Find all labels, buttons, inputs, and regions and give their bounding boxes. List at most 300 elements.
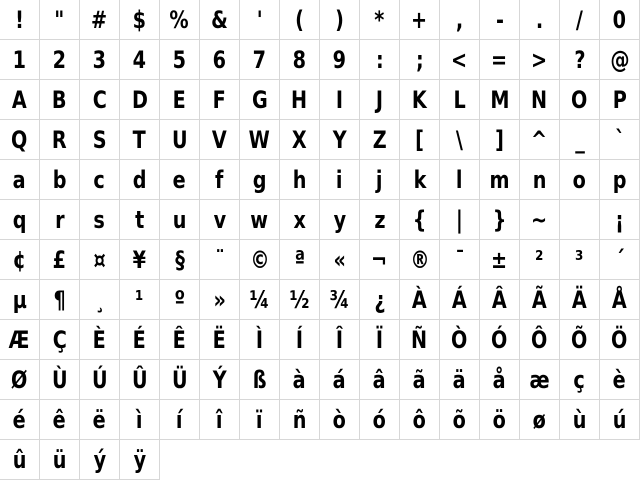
glyph: ¡: [615, 206, 624, 234]
glyph-cell[interactable]: [40, 0, 80, 40]
glyph-cell[interactable]: [520, 40, 560, 80]
glyph-cell[interactable]: [280, 400, 320, 440]
glyph-cell[interactable]: [240, 0, 280, 40]
glyph-cell[interactable]: [0, 400, 40, 440]
glyph-cell[interactable]: [600, 0, 640, 40]
glyph: ²: [535, 246, 544, 274]
glyph-cell[interactable]: [560, 360, 600, 400]
glyph: Â: [492, 286, 507, 314]
glyph-cell[interactable]: [200, 400, 240, 440]
glyph-cell[interactable]: [400, 320, 440, 360]
glyph-cell[interactable]: [240, 240, 280, 280]
glyph-cell[interactable]: [240, 80, 280, 120]
glyph-cell[interactable]: [400, 360, 440, 400]
glyph: é: [12, 406, 27, 434]
glyph: 9: [332, 46, 347, 74]
glyph-cell[interactable]: [160, 120, 200, 160]
glyph-cell[interactable]: [160, 0, 200, 40]
glyph-cell[interactable]: [560, 0, 600, 40]
glyph-cell[interactable]: [480, 40, 520, 80]
glyph-cell[interactable]: [120, 200, 160, 240]
glyph: ù: [572, 406, 587, 434]
glyph: h: [292, 166, 307, 194]
glyph: E: [172, 86, 187, 114]
glyph-cell[interactable]: [560, 240, 600, 280]
glyph: 5: [172, 46, 187, 74]
glyph-cell[interactable]: [40, 440, 80, 480]
glyph-cell[interactable]: [360, 120, 400, 160]
glyph: ¤: [93, 246, 106, 274]
glyph-cell[interactable]: [480, 120, 520, 160]
glyph-cell[interactable]: [360, 40, 400, 80]
glyph: ½: [289, 286, 310, 314]
glyph: ¾: [329, 286, 350, 314]
glyph-cell[interactable]: [520, 80, 560, 120]
glyph-cell[interactable]: [520, 200, 560, 240]
glyph-cell[interactable]: [400, 400, 440, 440]
glyph: A: [12, 86, 27, 114]
glyph-cell[interactable]: [120, 40, 160, 80]
glyph-cell[interactable]: [360, 360, 400, 400]
glyph-cell[interactable]: [200, 40, 240, 80]
glyph-cell[interactable]: [600, 320, 640, 360]
glyph: ª: [294, 246, 305, 274]
glyph-cell[interactable]: [560, 400, 600, 440]
glyph-cell[interactable]: [360, 320, 400, 360]
glyph-cell[interactable]: [80, 320, 120, 360]
glyph-cell[interactable]: [600, 40, 640, 80]
glyph: [: [415, 126, 424, 154]
glyph-cell[interactable]: [600, 120, 640, 160]
glyph-cell[interactable]: [520, 0, 560, 40]
glyph: <: [451, 46, 468, 74]
glyph: k: [413, 166, 426, 194]
glyph-cell[interactable]: [80, 400, 120, 440]
glyph-cell[interactable]: [120, 240, 160, 280]
glyph-cell[interactable]: [0, 360, 40, 400]
glyph: j: [376, 166, 383, 194]
glyph: ;: [415, 46, 424, 74]
glyph-cell[interactable]: [0, 80, 40, 120]
glyph-cell[interactable]: [200, 0, 240, 40]
glyph: g: [252, 166, 267, 194]
glyph: ': [256, 6, 263, 34]
glyph-cell[interactable]: [160, 400, 200, 440]
glyph-cell[interactable]: [360, 200, 400, 240]
glyph-cell[interactable]: [120, 400, 160, 440]
glyph-cell[interactable]: [320, 40, 360, 80]
glyph: 4: [132, 46, 147, 74]
glyph-cell[interactable]: [480, 80, 520, 120]
glyph-cell[interactable]: [200, 320, 240, 360]
glyph-cell[interactable]: [80, 120, 120, 160]
glyph-cell[interactable]: [520, 280, 560, 320]
glyph: 0: [612, 6, 627, 34]
glyph: á: [333, 366, 346, 394]
glyph: 2: [52, 46, 67, 74]
glyph: ï: [256, 406, 263, 434]
glyph: Ù: [51, 366, 68, 394]
glyph-cell[interactable]: [320, 200, 360, 240]
glyph-cell[interactable]: [480, 0, 520, 40]
glyph: #: [91, 6, 108, 34]
glyph: ¹: [135, 286, 144, 314]
glyph: S: [92, 126, 107, 154]
glyph-cell[interactable]: [80, 360, 120, 400]
glyph: º: [174, 286, 185, 314]
glyph-cell[interactable]: [40, 40, 80, 80]
glyph: T: [132, 126, 147, 154]
glyph: :: [375, 46, 384, 74]
glyph: =: [491, 46, 508, 74]
glyph-cell[interactable]: [120, 120, 160, 160]
glyph: v: [213, 206, 226, 234]
glyph-cell[interactable]: [440, 240, 480, 280]
glyph-cell[interactable]: [440, 160, 480, 200]
glyph-cell[interactable]: [440, 400, 480, 440]
glyph-cell[interactable]: [520, 360, 560, 400]
glyph-cell[interactable]: [280, 360, 320, 400]
glyph-cell[interactable]: [320, 360, 360, 400]
glyph-cell[interactable]: [320, 80, 360, 120]
glyph: ¬: [371, 246, 388, 274]
glyph: D: [131, 86, 148, 114]
glyph-cell[interactable]: [440, 0, 480, 40]
glyph: µ: [12, 286, 27, 314]
glyph-cell[interactable]: [0, 320, 40, 360]
glyph: Î: [335, 326, 344, 354]
glyph-cell[interactable]: [320, 160, 360, 200]
glyph-cell[interactable]: [400, 160, 440, 200]
glyph: Ì: [255, 326, 264, 354]
glyph-cell[interactable]: [560, 280, 600, 320]
glyph: d: [132, 166, 147, 194]
glyph-cell[interactable]: [0, 120, 40, 160]
glyph-cell[interactable]: [560, 40, 600, 80]
glyph-cell[interactable]: [200, 240, 240, 280]
glyph-cell[interactable]: [120, 280, 160, 320]
glyph: V: [212, 126, 227, 154]
glyph: O: [571, 86, 588, 114]
glyph-cell[interactable]: [200, 360, 240, 400]
glyph: \: [455, 126, 463, 154]
glyph-cell[interactable]: [280, 80, 320, 120]
glyph: {: [412, 206, 427, 234]
glyph-cell[interactable]: [80, 240, 120, 280]
glyph-cell[interactable]: [0, 200, 40, 240]
glyph-cell[interactable]: [240, 200, 280, 240]
glyph: 7: [252, 46, 267, 74]
glyph-cell[interactable]: [400, 280, 440, 320]
glyph-cell[interactable]: [280, 120, 320, 160]
glyph-cell[interactable]: [360, 240, 400, 280]
glyph: ]: [495, 126, 504, 154]
glyph-cell[interactable]: [40, 160, 80, 200]
glyph-cell[interactable]: [80, 40, 120, 80]
glyph-cell[interactable]: [200, 200, 240, 240]
glyph: ê: [52, 406, 67, 434]
glyph: î: [216, 406, 223, 434]
glyph-cell[interactable]: [520, 320, 560, 360]
glyph: ©: [249, 246, 270, 274]
glyph-cell[interactable]: [80, 160, 120, 200]
glyph-cell[interactable]: [360, 400, 400, 440]
glyph: ³: [575, 246, 584, 274]
glyph-cell[interactable]: [120, 80, 160, 120]
glyph: ë: [92, 406, 107, 434]
glyph: Û: [131, 366, 148, 394]
glyph-cell[interactable]: [120, 320, 160, 360]
glyph: X: [292, 126, 307, 154]
glyph: «: [333, 246, 346, 274]
glyph: w: [250, 206, 269, 234]
glyph-cell[interactable]: [160, 160, 200, 200]
glyph-cell[interactable]: [240, 360, 280, 400]
glyph-cell[interactable]: [560, 320, 600, 360]
glyph-cell[interactable]: [0, 280, 40, 320]
glyph-cell[interactable]: [160, 40, 200, 80]
glyph-cell[interactable]: [40, 320, 80, 360]
glyph-cell[interactable]: [360, 280, 400, 320]
glyph-cell[interactable]: [160, 200, 200, 240]
glyph: ±: [491, 246, 508, 274]
glyph: Ý: [212, 366, 227, 394]
glyph: R: [52, 126, 67, 154]
glyph-cell[interactable]: [280, 240, 320, 280]
glyph-cell[interactable]: [240, 280, 280, 320]
glyph-cell[interactable]: [80, 200, 120, 240]
glyph-cell[interactable]: [360, 80, 400, 120]
glyph-cell[interactable]: [0, 240, 40, 280]
glyph-cell[interactable]: [400, 80, 440, 120]
empty-cell: [160, 440, 200, 480]
glyph-cell[interactable]: [240, 160, 280, 200]
glyph-cell[interactable]: [0, 0, 40, 40]
glyph: ¥: [132, 246, 147, 274]
glyph-cell[interactable]: [80, 80, 120, 120]
glyph: Ñ: [411, 326, 428, 354]
glyph-cell[interactable]: [160, 320, 200, 360]
glyph: B: [52, 86, 67, 114]
glyph-cell[interactable]: [520, 400, 560, 440]
glyph: Ï: [375, 326, 384, 354]
glyph: ¯: [454, 246, 465, 274]
glyph-cell[interactable]: [40, 80, 80, 120]
glyph-cell[interactable]: [120, 360, 160, 400]
glyph: `: [614, 126, 625, 154]
glyph: G: [251, 86, 268, 114]
glyph-cell[interactable]: [120, 0, 160, 40]
glyph-cell[interactable]: [560, 80, 600, 120]
glyph: â: [373, 366, 386, 394]
glyph-cell[interactable]: [40, 120, 80, 160]
glyph: Ô: [531, 326, 548, 354]
glyph: q: [12, 206, 27, 234]
glyph: (: [295, 6, 304, 34]
glyph: F: [212, 86, 227, 114]
glyph: Ä: [572, 286, 587, 314]
glyph: H: [291, 86, 308, 114]
glyph-cell[interactable]: [400, 240, 440, 280]
glyph: z: [373, 206, 386, 234]
glyph-cell[interactable]: [320, 0, 360, 40]
glyph: c: [93, 166, 106, 194]
glyph-cell[interactable]: [600, 360, 640, 400]
glyph: ì: [136, 406, 143, 434]
glyph: >: [531, 46, 548, 74]
glyph-cell[interactable]: [240, 120, 280, 160]
glyph-cell[interactable]: [200, 120, 240, 160]
glyph: Ê: [172, 326, 187, 354]
glyph: +: [411, 6, 428, 34]
glyph: t: [134, 206, 145, 234]
glyph-cell[interactable]: [600, 400, 640, 440]
glyph-cell[interactable]: [520, 160, 560, 200]
glyph-cell[interactable]: [120, 160, 160, 200]
glyph: ß: [252, 366, 267, 394]
glyph: Ö: [611, 326, 628, 354]
glyph: Á: [452, 286, 467, 314]
glyph-cell[interactable]: [80, 280, 120, 320]
glyph: Ò: [451, 326, 468, 354]
glyph-cell[interactable]: [480, 200, 520, 240]
glyph-cell[interactable]: [440, 200, 480, 240]
glyph-cell[interactable]: [400, 0, 440, 40]
glyph-cell[interactable]: [280, 160, 320, 200]
glyph: è: [612, 366, 627, 394]
glyph: -: [495, 6, 504, 34]
glyph-cell[interactable]: [40, 200, 80, 240]
glyph: !: [15, 6, 24, 34]
glyph-cell[interactable]: [480, 240, 520, 280]
glyph: À: [412, 286, 427, 314]
glyph-cell[interactable]: [400, 200, 440, 240]
glyph: ^: [531, 126, 548, 154]
glyph-cell[interactable]: [280, 40, 320, 80]
glyph: W: [248, 126, 271, 154]
glyph-cell[interactable]: [0, 440, 40, 480]
glyph-cell[interactable]: [480, 320, 520, 360]
glyph-cell[interactable]: [40, 360, 80, 400]
glyph-cell[interactable]: [520, 120, 560, 160]
glyph-cell[interactable]: [80, 440, 120, 480]
glyph: 3: [92, 46, 107, 74]
glyph-cell[interactable]: [0, 160, 40, 200]
glyph: M: [489, 86, 510, 114]
glyph: P: [612, 86, 627, 114]
glyph: Ü: [171, 366, 188, 394]
glyph: ~: [531, 206, 548, 234]
glyph: ´: [614, 246, 625, 274]
glyph-cell[interactable]: [200, 160, 240, 200]
glyph: »: [213, 286, 226, 314]
glyph: L: [453, 86, 466, 114]
glyph-cell[interactable]: [200, 280, 240, 320]
glyph-cell[interactable]: [360, 0, 400, 40]
glyph-cell[interactable]: [320, 240, 360, 280]
glyph-cell[interactable]: [520, 240, 560, 280]
glyph-cell[interactable]: [280, 320, 320, 360]
glyph-cell[interactable]: [480, 280, 520, 320]
glyph-cell[interactable]: [280, 200, 320, 240]
glyph-cell[interactable]: [440, 120, 480, 160]
glyph: @: [609, 46, 630, 74]
glyph: b: [52, 166, 67, 194]
glyph-cell[interactable]: [160, 80, 200, 120]
glyph-cell[interactable]: [40, 240, 80, 280]
glyph-cell[interactable]: [480, 360, 520, 400]
glyph-cell[interactable]: [480, 160, 520, 200]
empty-cell: [200, 440, 240, 480]
glyph-cell[interactable]: [600, 160, 640, 200]
glyph: m: [489, 166, 510, 194]
glyph: Z: [372, 126, 387, 154]
glyph: ¨: [214, 246, 225, 274]
glyph-cell[interactable]: [480, 400, 520, 440]
glyph-cell[interactable]: [600, 200, 640, 240]
glyph: ô: [412, 406, 427, 434]
glyph-cell[interactable]: [160, 240, 200, 280]
glyph-cell[interactable]: [200, 80, 240, 120]
glyph-cell[interactable]: [320, 120, 360, 160]
glyph-cell[interactable]: [240, 400, 280, 440]
glyph-cell[interactable]: [160, 360, 200, 400]
glyph: ü: [52, 446, 67, 474]
glyph-cell[interactable]: [320, 280, 360, 320]
glyph-cell[interactable]: [240, 40, 280, 80]
glyph: ñ: [292, 406, 307, 434]
glyph-cell[interactable]: [160, 280, 200, 320]
glyph-cell[interactable]: [120, 440, 160, 480]
glyph: ": [54, 6, 65, 34]
glyph-cell[interactable]: [320, 400, 360, 440]
glyph-cell[interactable]: [440, 360, 480, 400]
glyph-cell[interactable]: [600, 80, 640, 120]
glyph-cell[interactable]: [240, 320, 280, 360]
glyph: 8: [292, 46, 307, 74]
glyph: ¼: [249, 286, 270, 314]
glyph-cell[interactable]: [600, 280, 640, 320]
glyph-cell[interactable]: [40, 400, 80, 440]
glyph: õ: [452, 406, 467, 434]
glyph-cell[interactable]: [0, 40, 40, 80]
glyph: &: [211, 6, 228, 34]
glyph-cell[interactable]: [280, 280, 320, 320]
glyph-cell[interactable]: [40, 280, 80, 320]
glyph-cell[interactable]: [560, 120, 600, 160]
glyph-cell[interactable]: [400, 40, 440, 80]
glyph: Ø: [11, 366, 28, 394]
glyph-cell[interactable]: [440, 320, 480, 360]
glyph-cell[interactable]: [400, 120, 440, 160]
glyph: a: [13, 166, 26, 194]
glyph-cell[interactable]: [320, 320, 360, 360]
empty-cell: [320, 440, 360, 480]
glyph: ®: [409, 246, 430, 274]
glyph: /: [575, 6, 583, 34]
glyph-cell[interactable]: [80, 0, 120, 40]
glyph-cell[interactable]: [280, 0, 320, 40]
glyph-cell[interactable]: [560, 160, 600, 200]
glyph-cell[interactable]: [440, 40, 480, 80]
glyph-cell[interactable]: [440, 280, 480, 320]
glyph-cell[interactable]: [360, 160, 400, 200]
glyph: ö: [492, 406, 507, 434]
glyph: ã: [413, 366, 426, 394]
glyph-cell[interactable]: [440, 80, 480, 120]
glyph-cell[interactable]: [600, 240, 640, 280]
glyph: ò: [332, 406, 347, 434]
